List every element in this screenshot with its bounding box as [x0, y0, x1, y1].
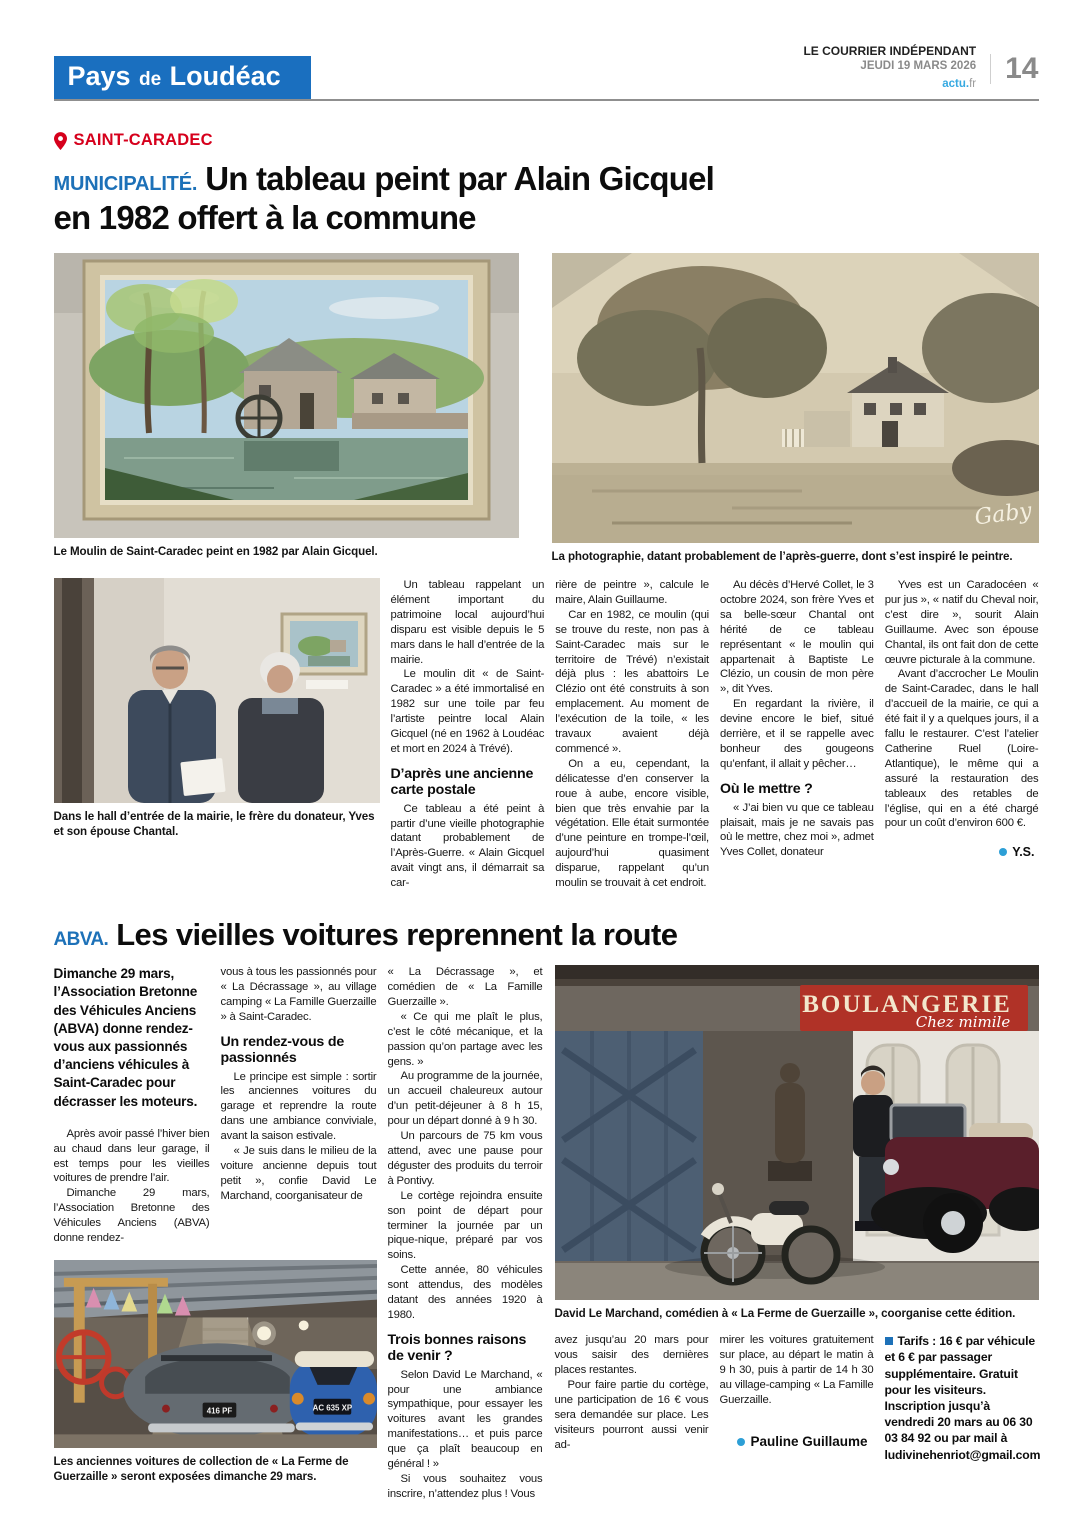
painting-caption: Le Moulin de Saint-Caradec peint en 1982 par Alain Gicquel.: [53, 544, 378, 558]
newspaper-page: [54, 0, 1039, 1522]
boulangerie-sign-script: Chez mimile: [915, 1013, 1010, 1032]
article2-headline: [54, 917, 1039, 953]
paragraph: vous à tous les passionnés pour « La Décrassage », au village camping « La Famille Guerzaille » à Saint-Caradec.: [220, 966, 377, 1023]
article2-ab-zone: [54, 965, 377, 1502]
masthead: [54, 44, 1039, 101]
paragraph: mirer les voitures gratuitement sur place, au départ le matin à 9 h 30, puis à partir de 14 h 30 au village-camping « La Famille Guerzaille.: [719, 1334, 874, 1406]
article1-column-1: [391, 578, 545, 891]
paragraph: Ce tableau a été peint à partir d’une vieille photographie datant probablement de l’Après-Guerre. « Alain Gicquel avait vingt ans, il démarrait sa car-: [390, 802, 545, 890]
paragraph: On a eu, cependant, la délicatesse d’en conserver la roue à aube, encore visible, bien que très envahie par la végétation. Elle était surmontée d’une peinture en trompe-l’œil, aujourd’hui quasiment disparue, rappelant qu’un moulin se trouvait à cet endroit.: [555, 757, 709, 890]
article1-headline: [54, 160, 1039, 237]
boulangerie-figure: [555, 965, 1039, 1321]
byline-name: Pauline Guillaume: [750, 1433, 868, 1449]
paragraph: Après avoir passé l’hiver bien au chaud dans leur garage, il est temps pour les vieilles voitures de prendre l’air.: [53, 1127, 210, 1185]
paragraph: « Ce qui me plaît le plus, c’est le côté mécanique, et la passion qu’on partage avec les gens. »: [387, 1010, 543, 1068]
section-banner: [54, 56, 311, 99]
cars-hangar-photo: [54, 1260, 377, 1448]
cars-figure: [54, 1260, 377, 1484]
subhead: Trois bonnes raisons de venir ?: [387, 1331, 527, 1364]
article2-column-2: [221, 965, 377, 1246]
article2-right-zone: [555, 965, 1039, 1502]
article2-column-6: [885, 1333, 1039, 1463]
headline-line2: en 1982 offert à la commune: [53, 198, 476, 236]
paragraph: « Je suis dans le milieu de la voiture ancienne depuis tout petit », confie David Le Marchand, coorganisateur de: [220, 1145, 377, 1202]
paragraph: Le cortège rejoindra ensuite son point de départ pour terminer la journée par un pique-nique, préparé par vos soins.: [387, 1189, 543, 1262]
paper-name: LE COURRIER INDÉPENDANT: [803, 44, 977, 58]
info-square-icon: [885, 1337, 893, 1345]
old-photograph-figure: [552, 253, 1039, 564]
headline-line1: Un tableau peint par Alain Gicquel: [205, 160, 715, 198]
article1-byline: [885, 845, 1039, 859]
subhead: Un rendez-vous de passionnés: [220, 1033, 345, 1066]
article2-body: [54, 965, 1039, 1502]
site-url: [803, 73, 976, 93]
old-photograph-photo: [552, 253, 1039, 543]
article2-kicker: ABVA.: [53, 929, 109, 951]
article2-column-4: [555, 1333, 709, 1463]
paragraph: rière de peintre », calcule le maire, Alain Guillaume.: [555, 578, 709, 606]
article1-body: [54, 578, 1039, 891]
beetle-plate: AC 635 XP: [312, 1403, 352, 1413]
location-pin-icon: [54, 132, 67, 150]
paragraph: Le principe est simple : sortir les anciennes voitures du garage et reprendre la route dans une ambiance conviviale, avant la saison estivale.: [220, 1070, 377, 1143]
paragraph: Au programme de la journée, un accueil chaleureux autour d’un petit-déjeuner à 8 h 15, pour un départ donné à 9 h 30.: [387, 1070, 543, 1128]
paragraph: Pour faire partie du cortège, une participation de 16 € vous sera demandée sur place. Les visiteurs pourront aussi venir ad-: [554, 1378, 709, 1451]
section-word: Pays: [67, 61, 131, 92]
article1-column-3: [720, 578, 874, 891]
subhead: D’après une ancienne carte postale: [390, 765, 534, 798]
paper-date: JEUDI 19 MARS 2026: [860, 60, 977, 72]
paragraph: Cette année, 80 véhicules sont attendus, des modèles datant des années 1920 à 1980.: [387, 1264, 543, 1321]
byline-bullet-icon: [999, 848, 1007, 856]
location-label: SAINT-CARADEC: [73, 131, 213, 150]
paragraph: avez jusqu’au 20 mars pour vous saisir des dernières places restantes.: [554, 1334, 709, 1376]
byline-name: Y.S.: [1012, 845, 1035, 860]
article2-left-zone: [54, 965, 543, 1502]
article2-column-3: [388, 965, 543, 1502]
old-photo-caption: La photographie, datant probablement de l’après-guerre, dont s’est inspiré le peintre.: [551, 549, 1013, 563]
gray-car-plate: 416 PF: [206, 1406, 232, 1416]
location-row: [54, 131, 1039, 150]
article1-photos: [54, 253, 1039, 564]
paragraph: Un parcours de 75 km vous attend, avec une pause pour déguster des produits du terroir à Pontivy.: [387, 1130, 543, 1187]
hall-photo: [54, 578, 380, 803]
article1-column-2: [555, 578, 709, 891]
hall-figure: [54, 578, 380, 891]
site-url-tld: fr: [969, 78, 977, 91]
paragraph: Si vous souhaitez vous inscrire, n’attendez plus ! Vous: [387, 1473, 543, 1500]
paragraph: Yves est un Caradocéen « pur jus », « natif du Cheval noir, c’est dire », sourit Alain Guillaume. Avec son épouse Chantal, ils ont fait don de cette œuvre picturale à la commune.: [884, 578, 1039, 666]
masthead-right: [803, 44, 1038, 99]
boulangerie-sign-text: BOULANGERIE: [801, 991, 1012, 1019]
painting-photo: [54, 253, 519, 538]
article2-column-5: [720, 1333, 874, 1463]
article2-column-1: [54, 965, 210, 1246]
article2-bottom-columns: [555, 1333, 1039, 1463]
painting-figure: [54, 253, 519, 559]
paragraph: Le moulin dit « de Saint-Caradec » a été immortalisé en 1982 sur une toile par feu l’artiste peintre local Alain Gicquel (né en 1962 à Loudéac et mort en 2024 à Trévé).: [390, 668, 545, 755]
paragraph: « J’ai bien vu que ce tableau plaisait, mais je ne savais pas où le mettre, chez moi », admet Yves Collet, donateur: [720, 801, 874, 859]
photographer-signature: Gaby: [972, 498, 1033, 531]
site-url-main: actu.: [942, 78, 970, 91]
paragraph: Un tableau rappelant un élément important du patrimoine local aujourd’hui disparu est visible depuis le 5 mars dans le hall d’entrée de la mairie.: [390, 578, 545, 666]
byline-bullet-icon: [737, 1438, 745, 1446]
boulangerie-photo: [555, 965, 1039, 1300]
article1-column-4: [885, 578, 1039, 891]
masthead-info: [803, 44, 976, 93]
practical-info-text: Tarifs : 16 € par véhicule et 6 € par passager supplémentaire. Gratuit pour les visiteurs. Inscription jusqu’à vendredi 20 mars au 06 30 03 84 92 ou par mail à ludivinehenriot@gmail.com: [884, 1334, 1041, 1462]
hall-caption: Dans le hall d’entrée de la mairie, le frère du donateur, Yves et son épouse Chantal.: [53, 809, 375, 839]
boulangerie-caption: David Le Marchand, comédien à « La Ferme de Guerzaille », coorganise cette édition.: [554, 1307, 1016, 1321]
section-word: Loudéac: [169, 61, 281, 92]
paragraph: Dimanche 29 mars, l’Association Bretonne des Véhicules Anciens (ABVA) donne rendez-: [53, 1187, 210, 1245]
page-number: 14: [990, 54, 1038, 84]
paragraph: En regardant la rivière, il devine encore le bief, situé derrière, et il se rappelle avec bonheur des gougeons qu’enfant, il allait y pêcher…: [720, 698, 874, 770]
practical-info-note: [885, 1333, 1039, 1463]
paragraph: Au décès d’Hervé Collet, le 3 octobre 2024, son frère Yves et sa belle-sœur Chantal ont hérité de ce tableau représentant « le moulin qui appartenait à Baptiste Le Clézio, un cousin de mon père », dit Yves.: [720, 578, 874, 696]
subhead: Où le mettre ?: [720, 780, 813, 797]
section-word: de: [139, 69, 162, 91]
article2-lead: Dimanche 29 mars, l’Association Bretonne des Véhicules Anciens (ABVA) donne rendez-vous aux passionnés d’anciens véhicules à Saint-Caradec pour décrasser les moteurs.: [53, 966, 198, 1109]
paragraph: « La Décrassage », et comédien de « La Famille Guerzaille ».: [387, 966, 543, 1008]
paragraph: Avant d’accrocher Le Moulin de Saint-Caradec, dans le hall d’accueil de la mairie, ce qui a été fait il y a quelques jours, il a fallu le restaurer. C’est l’atelier Catherine Ruel (Loire-Atlantique), le même qui a assuré la restauration des tableaux des retables de l’église, qui en a été chargé pour un coût d’environ 600 €.: [884, 668, 1039, 830]
cars-caption: Les anciennes voitures de collection de « La Ferme de Guerzaille » seront exposées dimanche 29 mars.: [53, 1455, 349, 1484]
paragraph: Car en 1982, ce moulin (qui se trouve du reste, non pas à Saint-Caradec mais sur le territoire de Trévé) n’existait déjà plus : les abattoirs Le Clézio ont été construits à son emplacement. Au moment de l’exécution de la toile, « les travaux avaient déjà commencé ».: [555, 608, 709, 755]
paragraph: Selon David Le Marchand, « pour une ambiance sympathique, pour essayer les voitures avant les grandes manifestations… et puis parce que ça plaît beaucoup en général ! »: [387, 1368, 543, 1471]
headline-text: Les vieilles voitures reprennent la route: [116, 917, 678, 953]
article1-kicker: MUNICIPALITÉ.: [53, 173, 198, 196]
